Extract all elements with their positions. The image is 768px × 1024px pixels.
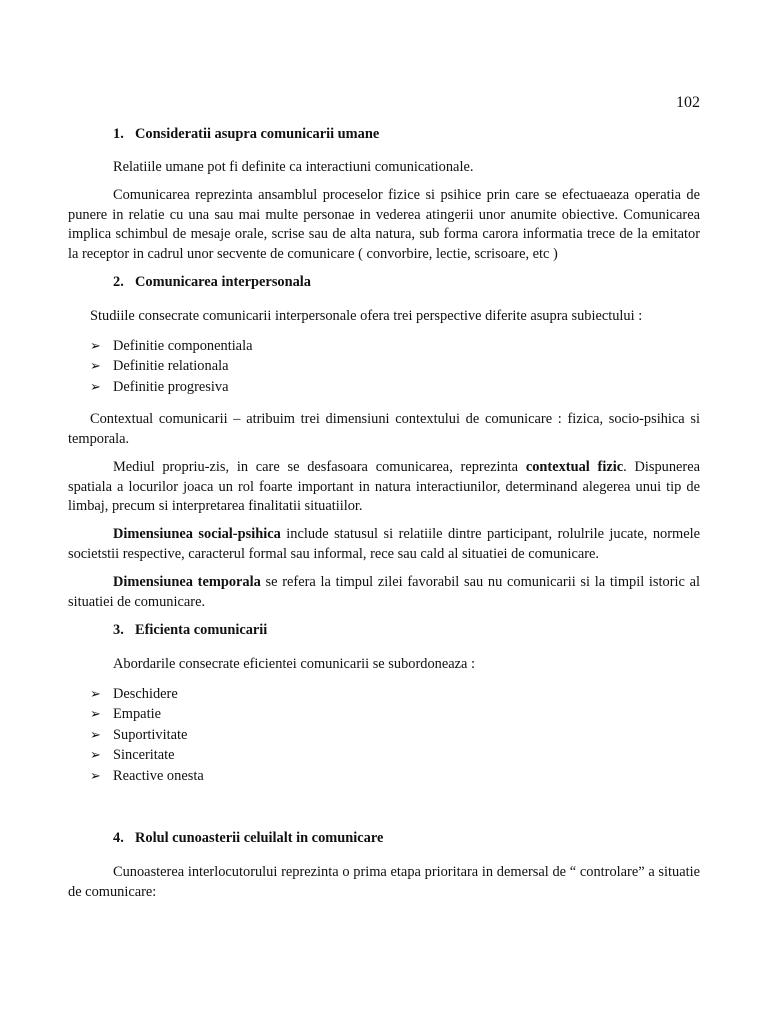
arrowhead-bullet-icon: ➢ <box>90 706 101 722</box>
section-3-intro: Abordarile consecrate eficientei comunicarii se subordoneaza : <box>113 656 475 672</box>
social-dimension-term: Dimensiunea social-psihica <box>113 526 281 542</box>
efficiency-list <box>90 684 204 786</box>
list-item-label: Sinceritate <box>113 747 175 764</box>
physical-context-text: Mediul propriu-zis, in care se desfasoara comunicarea, reprezinta <box>113 459 526 475</box>
temporal-dimension-paragraph <box>68 573 700 612</box>
definitions-list <box>90 336 252 397</box>
arrowhead-bullet-icon: ➢ <box>90 338 101 353</box>
arrowhead-bullet-icon: ➢ <box>90 726 101 742</box>
social-dimension-text: include statusul si relatiile dintre participant, rolulrile jucate, normele societstii respective, caracterul formal sau informal, rece sau cald al situatiei de comunicare. <box>68 526 700 562</box>
section-1-paragraph-1: Relatiile umane pot fi definite ca interactiuni comunicationale. <box>113 159 474 175</box>
page-number: 102 <box>676 94 700 111</box>
section-3-title: Eficienta comunicarii <box>135 622 268 638</box>
section-4-paragraph-1: Cunoasterea interlocutorului reprezinta o prima etapa prioritara in demersal de “ controlare” a situatie de comunicare: <box>68 864 700 900</box>
section-4-title: Rolul cunoasterii celuilalt in comunicare <box>135 830 384 846</box>
list-item-label: Empatie <box>113 706 161 723</box>
list-item <box>90 377 252 397</box>
physical-context-paragraph <box>68 458 700 517</box>
section-1-number: 1. <box>113 126 124 142</box>
list-item <box>90 745 204 765</box>
section-1-paragraph-2: Comunicarea reprezinta ansamblul proceselor fizice si psihice prin care se efectuaeaza operatia de punere in relatie cu una sau mai multe personae in vederea atingerii unor anumite obiective. Comunicarea implica schimbul de mesaje orale, scrise sau de alta natura, sub forma carora informatia trece de la emitator la receptor in cadrul unor secvente de comunicare ( convorbire, lectie, scrisoare, etc ) <box>68 187 700 262</box>
section-4-number: 4. <box>113 830 124 846</box>
temporal-dimension-term: Dimensiunea temporala <box>113 574 261 590</box>
context-paragraph: Contextual comunicarii – atribuim trei dimensiuni contextului de comunicare : fizica, socio-psihica si temporala. <box>68 411 700 447</box>
section-2-number: 2. <box>113 274 124 290</box>
arrowhead-bullet-icon: ➢ <box>90 686 101 701</box>
list-item <box>90 766 204 786</box>
social-dimension-paragraph <box>68 525 700 564</box>
list-item-label: Definitie progresiva <box>113 378 229 395</box>
section-3-number: 3. <box>113 622 124 638</box>
section-1-title: Consideratii asupra comunicarii umane <box>135 126 380 142</box>
arrowhead-bullet-icon: ➢ <box>90 378 101 394</box>
section-2-heading <box>113 273 311 293</box>
section-3-heading <box>113 621 267 641</box>
section-2-title: Comunicarea interpersonala <box>135 274 312 290</box>
section-1-heading <box>113 125 379 145</box>
list-item <box>90 725 204 745</box>
list-item-label: Deschidere <box>113 686 178 702</box>
list-item-label: Suportivitate <box>113 726 188 743</box>
temporal-dimension-text: se refera la timpul zilei favorabil sau nu comunicarii si la timpil istoric al situatiei de comunicare. <box>68 574 700 610</box>
arrowhead-bullet-icon: ➢ <box>90 358 101 374</box>
list-item-label: Definitie componentiala <box>113 338 253 354</box>
list-item <box>90 684 204 704</box>
list-item <box>90 356 252 376</box>
physical-context-term: contextual fizic <box>525 459 624 475</box>
list-item <box>90 336 252 356</box>
section-2-intro: Studiile consecrate comunicarii interpersonale ofera trei perspective diferite asupra subiectului : <box>90 308 643 324</box>
list-item-label: Definitie relationala <box>113 358 229 375</box>
section-4-heading <box>113 829 383 849</box>
physical-context-text-cont: . Dispunerea spatiala a locurilor joaca un rol foarte important in natura interactiunilor, determinand alegerea unui tip de limbaj, precum si interpretarea finalitatii situatiilor. <box>68 459 700 515</box>
list-item-label: Reactive onesta <box>113 767 204 784</box>
list-item <box>90 704 204 724</box>
arrowhead-bullet-icon: ➢ <box>90 767 101 783</box>
arrowhead-bullet-icon: ➢ <box>90 747 101 763</box>
